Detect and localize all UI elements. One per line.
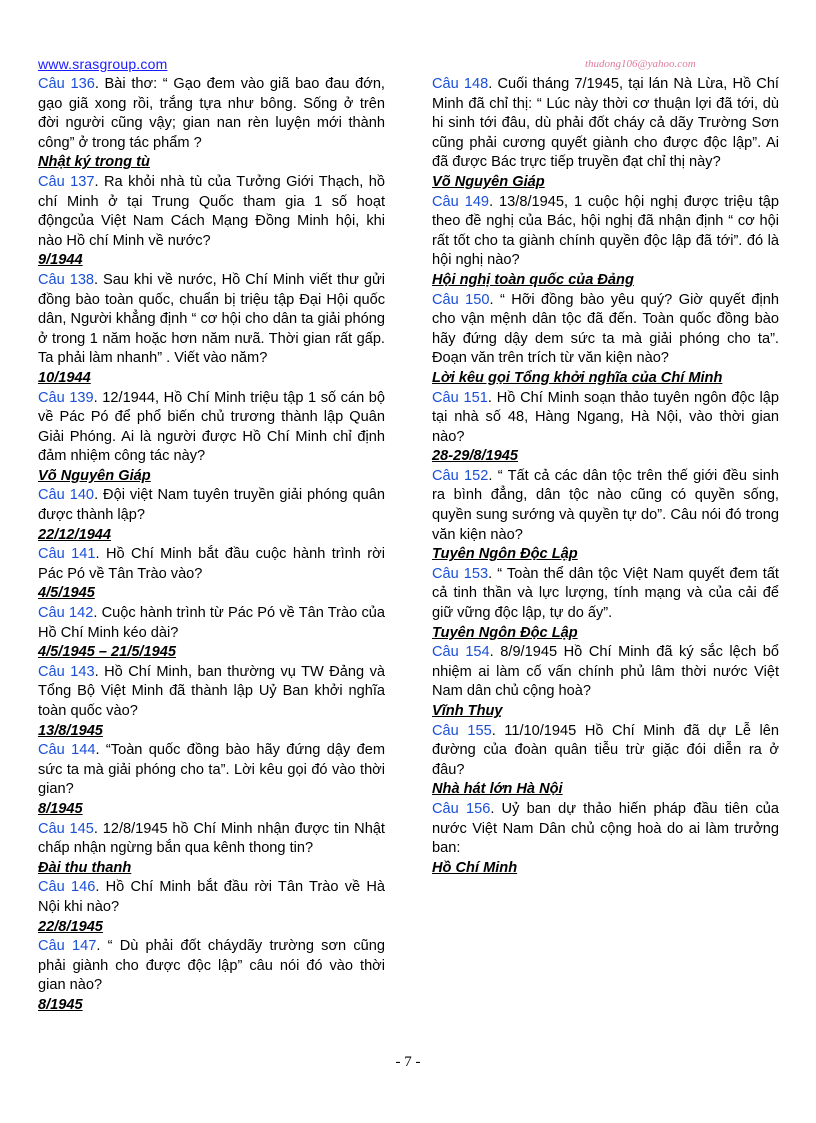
answer-text: 22/12/1944 xyxy=(38,526,112,543)
qa-item xyxy=(38,820,385,879)
answer-text: Vĩnh Thuỵ xyxy=(432,703,503,719)
qa-item xyxy=(38,173,385,271)
question-text: Câu 143. Hồ Chí Minh, ban thường vụ TW Đảng và Tổng Bộ Việt Minh đã thành lập Uỷ Ban khởi nghĩa toàn quốc vào? xyxy=(38,663,385,719)
question-text: Câu 146. Hồ Chí Minh bắt đầu rời Tân Trào về Hà Nội khi nào? xyxy=(38,879,385,915)
question-text: Câu 154. 8/9/1945 Hồ Chí Minh đã ký sắc lệch bổ nhiệm ai làm cố vấn chính phủ lâm thời nước Việt Nam dân chủ cộng hoà? xyxy=(432,644,779,700)
question-number: Câu 153 xyxy=(432,565,489,582)
qa-item xyxy=(432,643,779,721)
answer-text: Hội nghị toàn quốc của Đảng xyxy=(432,271,634,288)
question-number: Câu 151 xyxy=(432,389,488,406)
question-text: Câu 155. 11/10/1945 Hồ Chí Minh đã dự Lễ lên đường của đoàn quân tiễu trừ giặc đói diễn ra ở đâu? xyxy=(432,722,779,778)
answer-text: 28-29/8/1945 xyxy=(432,448,519,465)
answer-text: Tuyên Ngôn Độc Lập xyxy=(432,624,578,641)
qa-item xyxy=(38,545,385,604)
question-number: Câu 148 xyxy=(432,76,489,92)
question-text: Câu 152. “ Tất cả các dân tộc trên thế giới đều sinh ra bình đẳng, dân tộc nào cũng có quyền sống, quyền sung sướng và quyền tự do”. Câu nói đó trong văn kiện nào? xyxy=(432,467,779,543)
qa-item xyxy=(38,663,385,741)
question-text: Câu 153. “ Toàn thể dân tộc Việt Nam quyết đem tất cả tinh thần và lực lượng, tính mạng và của cải để giữ vững độc lập, tự do ấy”. xyxy=(432,565,779,622)
answer-text: Võ Nguyên Giáp xyxy=(38,467,151,484)
answer-text: 4/5/1945 – 21/5/1945 xyxy=(38,644,176,661)
question-number: Câu 139 xyxy=(38,389,94,406)
question-number: Câu 140 xyxy=(38,487,95,504)
qa-item xyxy=(38,937,385,1015)
question-number: Câu 156 xyxy=(432,800,491,817)
site-link[interactable]: www.srasgroup.com xyxy=(38,56,168,72)
qa-item xyxy=(432,722,779,800)
question-text: Câu 137. Ra khỏi nhà tù của Tưởng Giới Thạch, hồ chí Minh ở tại Trung Quốc tham gia 1 số hoạt độngcủa Việt Nam Cách Mạng Đồng Minh hội, khi nào Hồ chí Minh về nước? xyxy=(38,173,385,249)
answer-text: Tuyên Ngôn Độc Lập xyxy=(432,546,578,563)
answer-text: Nhật ký trong tù xyxy=(38,154,150,171)
right-column xyxy=(432,75,779,878)
answer-text: 13/8/1945 xyxy=(38,722,103,739)
qa-item xyxy=(432,800,779,878)
answer-text: 8/1945 xyxy=(38,800,83,817)
question-number: Câu 141 xyxy=(38,546,96,563)
question-number: Câu 154 xyxy=(432,644,490,661)
email-watermark: thudong106@yahoo.com xyxy=(585,58,696,70)
question-text: Câu 139. 12/1944, Hồ Chí Minh triệu tập 1 số cán bộ về Pác Pó để phổ biến chủ trương thành lập Quân Giải Phóng. Ai là người được Hồ Chí Minh chỉ định đảm nhiệm công tác này? xyxy=(38,389,385,465)
answer-text: Lời kêu gọi Tổng khởi nghĩa của Chí Minh xyxy=(432,369,723,386)
question-text: Câu 151. Hồ Chí Minh soạn thảo tuyên ngôn độc lập tại nhà số 48, Hàng Ngang, Hà Nội, vào thời gian nào? xyxy=(432,389,779,445)
qa-item xyxy=(38,486,385,545)
qa-item xyxy=(432,389,779,467)
question-text: Câu 148. Cuối tháng 7/1945, tại lán Nà Lừa, Hồ Chí Minh đã chỉ thị: “ Lúc này thời cơ thuận lợi đã tới, dù hi sinh tới đâu, dù phải đốt cháy cả dãy Trường Sơn cũng phải cương quyết giành cho được độc lập”. Ai đã được Bác trực tiếp truyền đạt chỉ thị này? xyxy=(432,76,779,171)
page-number: - 7 - xyxy=(395,1054,421,1070)
question-number: Câu 146 xyxy=(38,879,96,896)
question-text: Câu 142. Cuộc hành trình từ Pác Pó về Tân Trào của Hồ Chí Minh kéo dài? xyxy=(38,605,385,641)
question-text: Câu 140. Đội việt Nam tuyên truyền giải phóng quân được thành lập? xyxy=(38,487,385,524)
answer-text: 9/1944 xyxy=(38,252,83,269)
question-number: Câu 152 xyxy=(432,467,489,484)
question-text: Câu 149. 13/8/1945, 1 cuộc hội nghị được triệu tập theo đề nghị của Bác, hội nghị đã nhận định “ cơ hội rất tốt cho ta giành chính quyền độc lập đã tới”. đó là hội nghị nào? xyxy=(432,193,779,269)
question-number: Câu 149 xyxy=(432,193,490,210)
answer-text: Nhà hát lớn Hà Nội xyxy=(432,781,563,798)
question-text: Câu 144. “Toàn quốc đồng bào hãy đứng dậy đem sức ta mà giải phóng cho ta”. Lời kêu gọi đó vào thời gian? xyxy=(38,742,385,798)
question-number: Câu 143 xyxy=(38,663,95,680)
answer-text: Võ Nguyên Giáp xyxy=(432,173,545,190)
question-text: Câu 141. Hồ Chí Minh bắt đầu cuộc hành trình rời Pác Pó về Tân Trào vào? xyxy=(38,546,385,582)
qa-item xyxy=(432,291,779,389)
answer-text: Đài thu thanh xyxy=(38,859,132,876)
qa-item xyxy=(38,271,385,389)
question-number: Câu 137 xyxy=(38,173,95,190)
question-text: Câu 156. Uỷ ban dự thảo hiến pháp đầu tiên của nước Việt Nam Dân chủ cộng hoà do ai làm trưởng ban: xyxy=(432,800,779,857)
qa-item xyxy=(432,467,779,565)
question-number: Câu 147 xyxy=(38,938,97,955)
qa-item xyxy=(432,75,779,193)
answer-text: 22/8/1945 xyxy=(38,918,103,935)
question-text: Câu 136. Bài thơ: “ Gạo đem vào giã bao đau đớn, gạo giã xong rồi, trắng tựa như bông. Sống ở trên đời người cũng vậy; gian nan rèn luyện mới thành công” ở trong tác phẩm ? xyxy=(38,76,385,151)
answer-text: 8/1945 xyxy=(38,996,83,1013)
question-number: Câu 150 xyxy=(432,291,490,308)
qa-item xyxy=(38,389,385,487)
answer-text: Hồ Chí Minh xyxy=(432,859,518,876)
qa-item xyxy=(38,75,385,173)
question-number: Câu 144 xyxy=(38,742,96,759)
answer-text: 10/1944 xyxy=(38,369,91,386)
qa-item xyxy=(432,565,779,643)
question-text: Câu 150. “ Hỡi đồng bào yêu quý? Giờ quyết định cho vận mệnh dân tộc đã đến. Toàn quốc đồng bào hãy đứng dậy dem sức ta mà giải phóng cho ta”. Đoạn văn trên trích từ văn kiện nào? xyxy=(432,291,779,367)
question-text: Câu 138. Sau khi về nước, Hồ Chí Minh viết thư gửi đồng bào toàn quốc, chuẩn bị triệu tập Đại Hội quốc dân, Người khẳng định “ cơ hội cho dân ta giải phóng ở trong 1 năm hoặc hơn năm nưã. Thời gian rất gấp. Ta phải làm nhanh” . Viết vào năm? xyxy=(38,271,385,367)
question-number: Câu 138 xyxy=(38,271,95,288)
question-text: Câu 145. 12/8/1945 hồ Chí Minh nhận được tin Nhật chấp nhận ngừng bắn qua kênh thong tin? xyxy=(38,820,385,857)
question-number: Câu 136 xyxy=(38,76,95,92)
qa-item xyxy=(38,604,385,663)
answer-text: 4/5/1945 xyxy=(38,585,95,602)
qa-item xyxy=(38,741,385,819)
question-number: Câu 142 xyxy=(38,605,94,622)
question-text: Câu 147. “ Dù phải đốt cháydãy trường sơn cũng phải giành cho được độc lập” câu nói đó vào thời gian nào? xyxy=(38,938,385,994)
qa-item xyxy=(432,193,779,291)
left-column xyxy=(38,75,385,1016)
question-number: Câu 145 xyxy=(38,820,94,837)
question-number: Câu 155 xyxy=(432,722,492,739)
qa-item xyxy=(38,878,385,937)
